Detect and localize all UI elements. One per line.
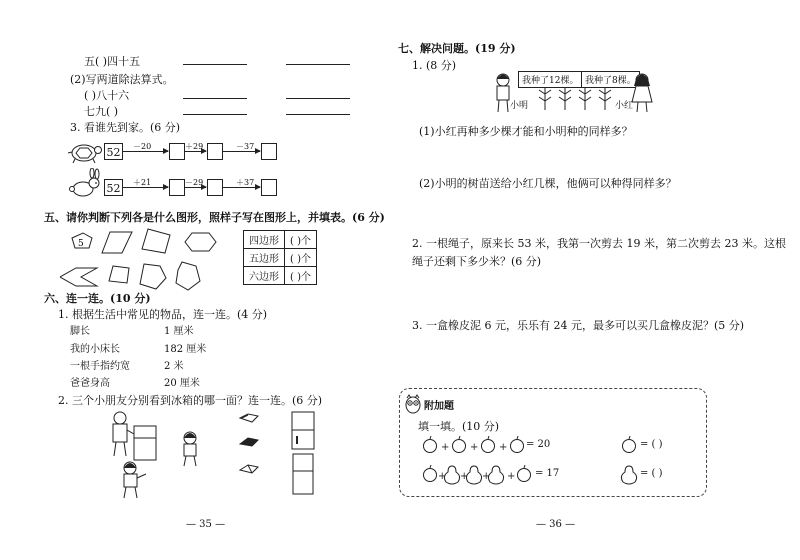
row-bashiliu: ( )八十六: [84, 89, 130, 102]
q1-1: (1)小红再种多少棵才能和小明种的同样多？: [419, 125, 633, 138]
chain-answer-box[interactable]: [207, 143, 223, 160]
q3-label: 3. 看谁先到家。(6 分): [70, 121, 181, 134]
apple-equation: [422, 434, 526, 456]
shape-quadrilateral[interactable]: [142, 229, 170, 253]
match-left-item[interactable]: 我的小床长: [70, 344, 120, 355]
svg-text:+: +: [460, 471, 469, 482]
table-row: 四边形 ( )个: [244, 231, 317, 249]
chain-op: －29: [185, 178, 204, 187]
q6-2-label: 2. 三个小朋友分别看到冰箱的哪一面？连一连。(6 分): [58, 394, 323, 407]
svg-text:+: +: [507, 471, 516, 482]
chain-op: ＋29: [185, 142, 204, 151]
children-fridge-illustration: [100, 408, 220, 503]
sec5-title: 五、请你判断下列各是什么图形，照样子写在图形上，并填表。(6 分): [44, 211, 385, 224]
shape-count-table: [243, 230, 317, 285]
bonus-subtitle: 填一填。(10 分): [418, 420, 500, 433]
q6-1-label: 1. 根据生活中常见的物品，连一连。(4 分): [58, 308, 268, 321]
match-right-item[interactable]: 182 厘米: [164, 344, 207, 355]
name-xiaoming: 小明: [510, 101, 529, 111]
shape-hexagon[interactable]: [60, 268, 97, 286]
match-left-item[interactable]: 一根手指约宽: [70, 361, 130, 372]
chain-answer-box[interactable]: [207, 179, 223, 196]
svg-text:+: +: [499, 442, 508, 453]
chain-answer-box[interactable]: [169, 179, 185, 196]
shapes-figure: [60, 226, 240, 296]
chain-op: －37: [236, 142, 255, 151]
table-row: 六边形 ( )个: [244, 267, 317, 285]
speech-bubble-xiaohong: 我种了8棵。: [581, 71, 640, 88]
shape-hexagon[interactable]: [185, 233, 216, 251]
row-wu-sishiwu: 五( )四十五: [84, 55, 141, 68]
page-number-left: — 35 —: [186, 519, 226, 530]
chain-answer-box[interactable]: [261, 143, 277, 160]
chain-answer-box[interactable]: [169, 143, 185, 160]
q2-label: (2)写两道除法算式。: [70, 73, 174, 86]
chain-op: －20: [133, 142, 152, 151]
match-right-item[interactable]: 2 米: [164, 361, 184, 372]
svg-text:+: +: [441, 442, 450, 453]
match-right-item[interactable]: 1 厘米: [164, 326, 194, 337]
table-row: 五边形 ( )个: [244, 249, 317, 267]
shape-parallelogram[interactable]: [102, 232, 132, 253]
sec6-title: 六、连一连。(10 分): [44, 292, 151, 305]
owl-icon: [404, 394, 422, 414]
answer-line[interactable]: [183, 64, 247, 65]
chain-answer-box[interactable]: [261, 179, 277, 196]
svg-text:5: 5: [78, 239, 84, 249]
answer-line[interactable]: [183, 114, 247, 115]
sec7-title: 七、解决问题。(19 分): [398, 42, 516, 55]
pentagon-sample[interactable]: [72, 233, 92, 249]
answer-line[interactable]: [286, 98, 350, 99]
speech-bubble-xiaoming: 我种了12棵。: [518, 71, 582, 88]
chain-op: ＋37: [236, 178, 255, 187]
page-number-right: — 36 —: [536, 519, 576, 530]
pear-answer[interactable]: = ( ): [640, 468, 663, 479]
bonus-title: 附加题: [424, 401, 454, 412]
eq1-result: = 20: [526, 439, 551, 450]
chain-start-box: 52: [104, 179, 123, 196]
answer-line[interactable]: [286, 114, 350, 115]
match-right-item[interactable]: 20 厘米: [164, 378, 200, 389]
pear-icon: [620, 462, 638, 486]
svg-text:+: +: [438, 471, 447, 482]
shape-hexagon[interactable]: [176, 262, 200, 290]
q3: 3. 一盒橡皮泥 6 元，乐乐有 24 元，最多可以买几盒橡皮泥？(5 分): [412, 319, 745, 332]
shape-pentagon[interactable]: [140, 264, 166, 289]
fridge-top-views: [236, 410, 264, 480]
chain-op: ＋21: [133, 178, 152, 187]
svg-text:+: +: [482, 471, 491, 482]
fridge-views: [290, 410, 318, 496]
name-xiaohong: 小红: [615, 101, 634, 111]
answer-line[interactable]: [183, 98, 247, 99]
pear-apple-equation: [422, 462, 534, 486]
q1-2: (2)小明的树苗送给小红几棵，他俩可以种得同样多？: [419, 177, 677, 190]
match-left-item[interactable]: 爸爸身高: [70, 378, 110, 389]
apple-answer[interactable]: = ( ): [640, 439, 663, 450]
svg-text:+: +: [470, 442, 479, 453]
eq2-result: = 17: [535, 468, 560, 479]
answer-line[interactable]: [286, 64, 350, 65]
q1-label: 1. (8 分): [412, 59, 457, 72]
apple-icon: [621, 434, 637, 454]
row-qijiu: 七九( ): [84, 105, 119, 118]
q2-line2: 绳子还剩下多少米？(6 分): [412, 255, 542, 268]
match-left-item[interactable]: 脚长: [70, 326, 90, 337]
chain-start-box: 52: [104, 143, 123, 160]
shape-quadrilateral[interactable]: [109, 266, 129, 283]
rabbit-icon: [66, 168, 102, 200]
q2-line1: 2. 一根绳子，原来长 53 米，我第一次剪去 19 米，第二次剪去 23 米。这根: [412, 237, 786, 250]
turtle-icon: [66, 138, 102, 166]
fridge-side-view[interactable]: [293, 454, 313, 494]
